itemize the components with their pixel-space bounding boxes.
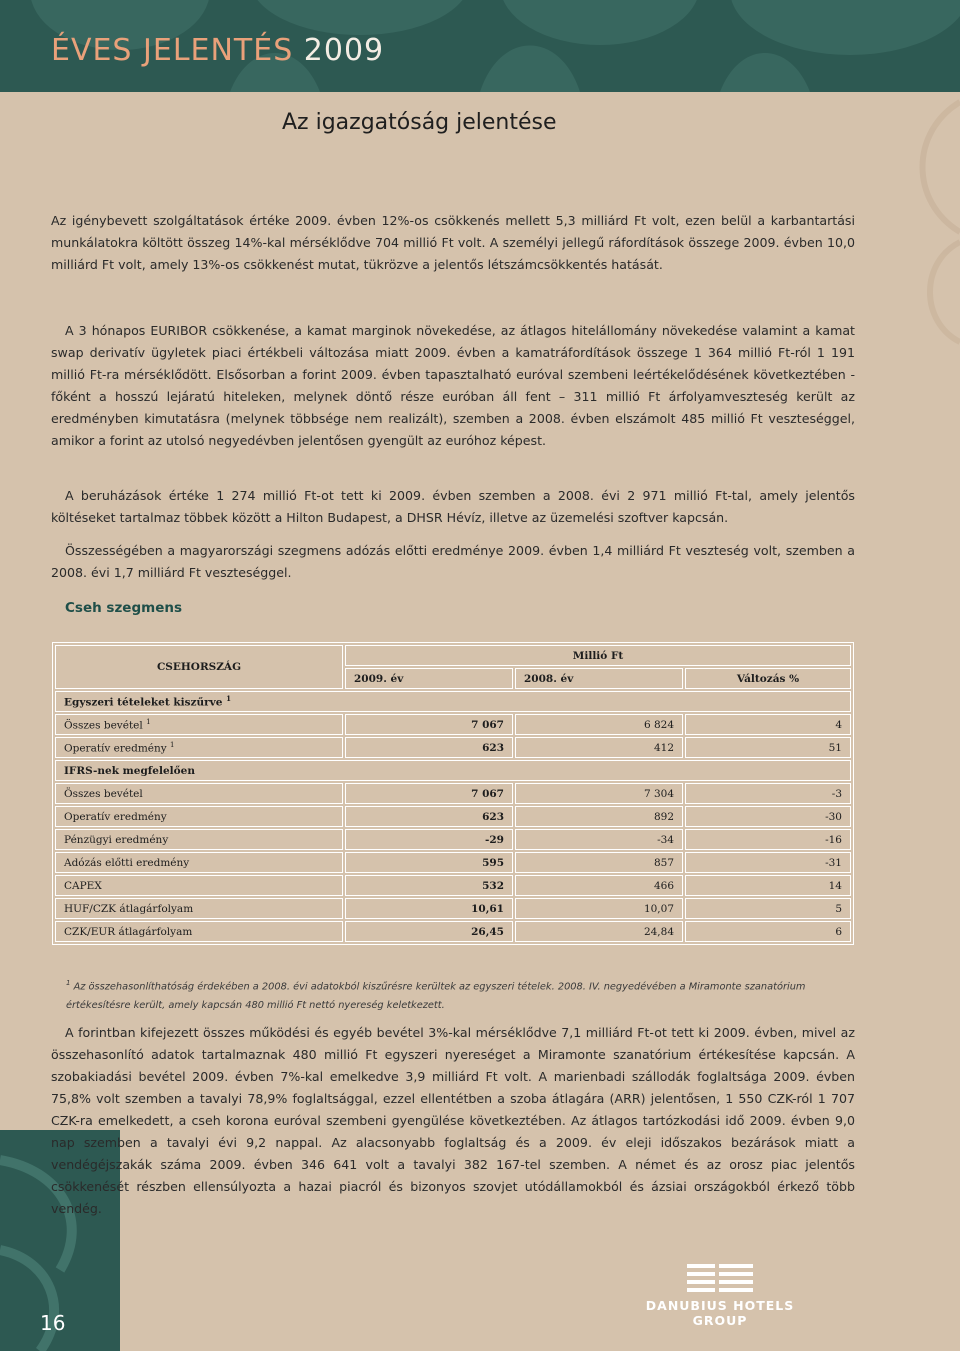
col-2008-header: 2008. év [515, 668, 683, 689]
paragraph-2: A 3 hónapos EURIBOR csökkenése, a kamat marginok növekedése, az átlagos hitelállomány növekedése valamint a kamat swap derivatív ügyletek piaci értékbeli változása miatt 2009. évben a kamatráfordítások összege 1 364 millió Ft-ról 1 191 millió Ft-ra mérséklődött. Elsősorban a forint 2009. évben tapasztalható euróval szembeni leértékelődésének következtében - főként a hosszú lejáratú hiteleken, melynek döntő része euróban áll fent – 311 millió Ft árfolyamveszteség került az eredményben kimutatásra (melynek többsége nem realizált), szemben a 2008. évben elszámolt 485 millió Ft veszteséggel, amikor a forint az utolsó negyedévben jelentősen gyengült az euróhoz képest. [51, 323, 855, 448]
value-2009: 595 [345, 852, 513, 873]
table-row [55, 921, 851, 942]
report-title-main: ÉVES JELENTÉS [51, 33, 294, 68]
value-change: 4 [685, 714, 851, 735]
row-label: Összes bevétel [55, 783, 343, 804]
section-title: Az igazgatóság jelentése [282, 110, 557, 135]
col-change-header: Változás % [685, 668, 851, 689]
table-row [55, 852, 851, 873]
row-label: Adózás előtti eredmény [55, 852, 343, 873]
page-number: 16 [40, 1311, 66, 1335]
row-label-text: Összes bevétel [64, 719, 143, 732]
value-change: 6 [685, 921, 851, 942]
row-label: Pénzügyi eredmény [55, 829, 343, 850]
row-label: CAPEX [55, 875, 343, 896]
table-footnote [66, 974, 856, 1015]
paragraph-1: Az igénybevett szolgáltatások értéke 2009. évben 12%-os csökkenés mellett 5,3 milliárd Ft volt, ezen belül a karbantartási munkálatokra költött összeg 14%-kal mérséklődve 704 millió Ft volt. A személyi jellegű ráfordítások összege 2009. évben 10,0 milliárd Ft volt, amely 13%-os csökkenést mutat, tükrözve a jelentős létszámcsökkentés hatását. [51, 213, 855, 272]
value-2009: -29 [345, 829, 513, 850]
value-2008: 412 [515, 737, 683, 758]
value-change: -16 [685, 829, 851, 850]
logo-line-2: GROUP [692, 1313, 748, 1328]
row-label: HUF/CZK átlagárfolyam [55, 898, 343, 919]
right-ornament [870, 92, 960, 352]
col-2009-header: 2009. év [345, 668, 513, 689]
table-row [55, 898, 851, 919]
row-label [55, 737, 343, 758]
footnote-ref: 1 [146, 717, 151, 726]
value-2008: 892 [515, 806, 683, 827]
danubius-logo [628, 1262, 812, 1328]
group-heading-ifrs: IFRS-nek megfelelően [55, 760, 851, 781]
logo-line-1: DANUBIUS HOTELS [645, 1298, 795, 1313]
value-2008: 6 824 [515, 714, 683, 735]
row-label [55, 714, 343, 735]
table-row [55, 783, 851, 804]
row-label: CZK/EUR átlagárfolyam [55, 921, 343, 942]
value-2008: 10,07 [515, 898, 683, 919]
subheading-czech-segment: Cseh szegmens [65, 600, 182, 616]
value-2008: 7 304 [515, 783, 683, 804]
row-label: Operatív eredmény [55, 806, 343, 827]
value-change: 5 [685, 898, 851, 919]
paragraph-4: Összességében a magyarországi szegmens adózás előtti eredménye 2009. évben 1,4 milliárd Ft veszteség volt, szemben a 2008. évi 1,7 milliárd Ft veszteséggel. [51, 543, 855, 580]
table-row [55, 691, 851, 712]
value-2009: 532 [345, 875, 513, 896]
dh-logo-icon [685, 1262, 755, 1294]
value-change: 51 [685, 737, 851, 758]
footnote-text: Az összehasonlíthatóság érdekében a 2008. évi adatokból kiszűrésre kerültek az egyszeri tételek. 2008. IV. negyedévében a Miramonte szanatórium értékesítésre került, amely kapcsán 480 millió Ft nettó nyereség keletkezett. [66, 981, 806, 1012]
unit-header: Millió Ft [345, 645, 851, 666]
value-2009: 7 067 [345, 783, 513, 804]
group-heading-text: Egyszeri tételeket kiszűrve [64, 696, 223, 709]
value-change: -3 [685, 783, 851, 804]
value-2009: 623 [345, 806, 513, 827]
value-2009: 10,61 [345, 898, 513, 919]
table-row [55, 714, 851, 735]
paragraph-3: A beruházások értéke 1 274 millió Ft-ot tett ki 2009. évben szemben a 2008. évi 2 971 millió Ft-tal, amely jelentős költéseket tartalmaz többek között a Hilton Budapest, a DHSR Hévíz, illetve az üzemelési szoftver kapcsán. [51, 488, 855, 525]
value-2008: 857 [515, 852, 683, 873]
value-2008: 466 [515, 875, 683, 896]
table-row [55, 875, 851, 896]
table-row [55, 760, 851, 781]
group-heading-excluding-items [55, 691, 851, 712]
table-row [55, 829, 851, 850]
footnote-mark: 1 [66, 979, 71, 987]
value-2009: 623 [345, 737, 513, 758]
czech-segment-table [52, 642, 854, 945]
value-change: -30 [685, 806, 851, 827]
value-2008: 24,84 [515, 921, 683, 942]
header-banner [0, 0, 960, 92]
report-title-year: 2009 [303, 33, 385, 68]
table-header-row [55, 645, 851, 666]
footnote-ref: 1 [170, 740, 175, 749]
table-row [55, 806, 851, 827]
paragraph-5: A forintban kifejezett összes működési és egyéb bevétel 3%-kal mérséklődve 7,1 milliárd Ft-ot tett ki 2009. évben, mivel az összehasonlító adatok tartalmaznak 480 millió Ft egyszeri nyereséget a Miramonte szanatórium értékesítése kapcsán. A szobakiadási bevétel 2009. évben 7%-kal emelkedve 3,9 milliárd Ft volt. A marienbadi szállodák foglaltsága 2009. évben 75,8% volt szemben a tavalyi 78,9% foglaltsággal, ezzel ellentétben a szoba átlagára (ARR) jelentősen, 1 550 CZK-ról 1 707 CZK-ra emelkedett, a cseh korona euróval szembeni gyengülése következtében. Az átlagos tartózkodási idő 2009. évben 9,0 nap szemben a tavalyi évi 9,2 nappal. Az alacsonyabb foglaltság és a 2009. év eleji időszakos bezárások miatt a vendégéjszakák száma 2009. évben 346 641 volt a tavalyi 382 167-tel szemben. A német és az orosz piac jelentős csökkenését részben ellensúlyozta a hazai piacról és bizonyos szovjet utódállamokból és ázsiai országokból érkező több vendég. [51, 1025, 855, 1216]
value-2009: 7 067 [345, 714, 513, 735]
value-change: 14 [685, 875, 851, 896]
value-change: -31 [685, 852, 851, 873]
report-title [51, 33, 384, 68]
value-2009: 26,45 [345, 921, 513, 942]
country-header: CSEHORSZÁG [55, 645, 343, 689]
row-label-text: Operatív eredmény [64, 742, 167, 755]
value-2008: -34 [515, 829, 683, 850]
footnote-ref: 1 [226, 694, 231, 704]
table-row [55, 737, 851, 758]
